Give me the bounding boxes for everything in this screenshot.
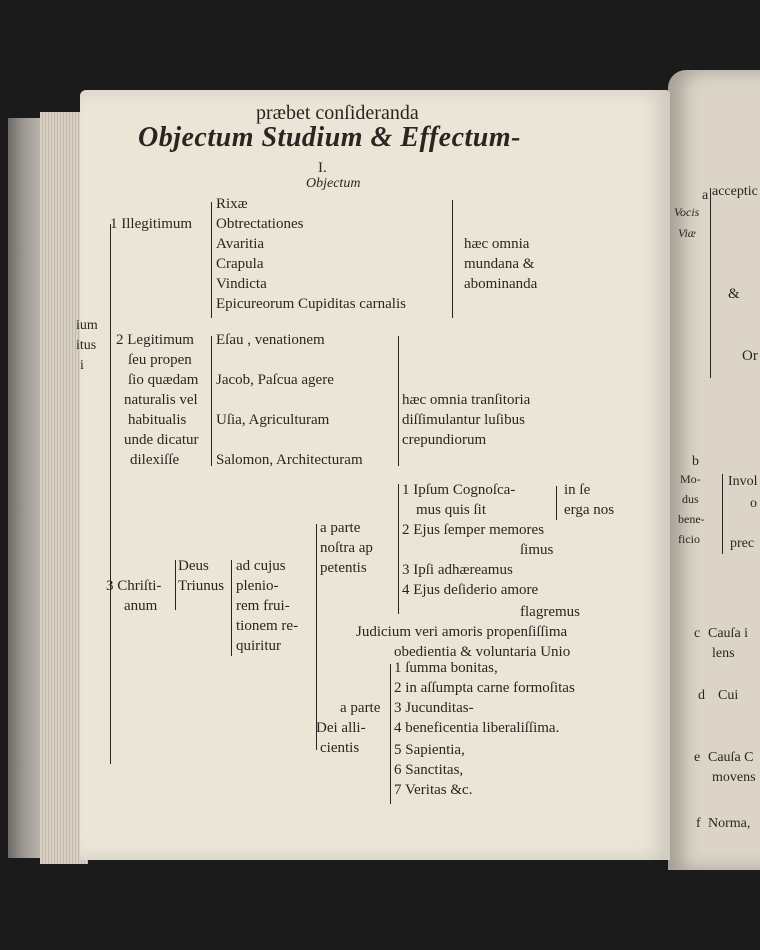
purpose-line: tionem re- bbox=[236, 618, 299, 634]
margin-fragment: ium bbox=[76, 318, 98, 333]
header-line: præbet conſideranda bbox=[256, 102, 419, 124]
block1-label: 1 Illegitimum bbox=[110, 216, 193, 232]
right-page-line: dus bbox=[682, 492, 699, 506]
purpose-line: quiritur bbox=[236, 638, 281, 654]
block2-item: Eſau , venationem bbox=[216, 332, 325, 348]
right-page-line: movens bbox=[712, 770, 756, 785]
block3-item: 4 Ejus deſiderio amore bbox=[402, 582, 539, 598]
right-page-line: Norma, bbox=[708, 816, 751, 831]
right-page-line: Cauſa C bbox=[708, 750, 754, 765]
right-page-line: e bbox=[694, 750, 701, 765]
right-page-line: d bbox=[698, 688, 705, 703]
block3-attr: 2 in aſſumpta carne formoſitas bbox=[394, 680, 575, 696]
block3-attr: 3 Jucunditas- bbox=[394, 700, 474, 716]
block1-note: abominanda bbox=[464, 276, 538, 292]
a-parte-dei: cientis bbox=[320, 740, 360, 756]
right-page-line: Viæ bbox=[678, 226, 696, 240]
block3-item: ſimus bbox=[520, 542, 554, 558]
judicium-line: obedientia & voluntaria Unio bbox=[394, 644, 571, 660]
block2-note: crepundiorum bbox=[402, 432, 487, 448]
block3-label: anum bbox=[124, 598, 158, 614]
block2-label: 2 Legitimum bbox=[116, 332, 194, 348]
block2-label: dilexiſſe bbox=[130, 452, 180, 468]
right-page-line: lens bbox=[712, 646, 735, 661]
block1-note: hæc omnia bbox=[464, 236, 530, 252]
a-parte-nostra: petentis bbox=[320, 560, 367, 576]
margin-fragment: itus bbox=[76, 338, 97, 353]
purpose-line: ad cujus bbox=[236, 558, 286, 574]
right-page-line: Invol bbox=[728, 474, 758, 489]
right-page-line: Cui bbox=[718, 688, 739, 703]
block3-item: 2 Ejus ſemper memores bbox=[402, 522, 545, 538]
right-page-line: c bbox=[694, 626, 701, 641]
block3-attr: 7 Veritas &c. bbox=[394, 782, 473, 798]
a-parte-nostra: noſtra ap bbox=[320, 540, 373, 556]
block3-attr: 6 Sanctitas, bbox=[394, 762, 464, 778]
block1-item: Crapula bbox=[216, 256, 264, 272]
right-page-line: o bbox=[750, 496, 757, 511]
right-page-line: a bbox=[702, 188, 709, 203]
block3-item: 1 Ipſum Cognoſca- bbox=[402, 482, 516, 498]
right-page-line: bene- bbox=[678, 512, 705, 526]
purpose-line: plenio- bbox=[236, 578, 279, 594]
block2-item: Salomon, Architecturam bbox=[216, 452, 363, 468]
block1-item: Epicureorum Cupiditas carnalis bbox=[216, 296, 406, 312]
right-page bbox=[668, 70, 760, 870]
block1-item: Rixæ bbox=[216, 196, 248, 212]
block1-item: Vindicta bbox=[216, 276, 267, 292]
block3-item: flagremus bbox=[520, 604, 580, 620]
right-page-line: Vocis bbox=[674, 205, 700, 219]
right-page-line: Or bbox=[742, 348, 758, 364]
a-parte-dei: a parte bbox=[340, 700, 381, 716]
judicium-line: Judicium veri amoris propenſiſſima bbox=[356, 624, 568, 640]
block2-item: Uſia, Agriculturam bbox=[216, 412, 330, 428]
block1-item: Avaritia bbox=[216, 236, 265, 252]
a-parte-dei: Dei alli- bbox=[316, 720, 366, 736]
block3-attr: 5 Sapientia, bbox=[394, 742, 465, 758]
block2-note: hæc omnia tranſitoria bbox=[402, 392, 531, 408]
block1-note: mundana & bbox=[464, 256, 535, 272]
deus-label: Deus bbox=[178, 558, 209, 574]
block2-label: unde dicatur bbox=[124, 432, 199, 448]
block2-label: habitualis bbox=[128, 412, 187, 428]
in-se-label: erga nos bbox=[564, 502, 615, 518]
section-subtitle: Objectum bbox=[306, 176, 361, 191]
page-title: Objectum Studium & Effectum- bbox=[138, 122, 521, 153]
deus-label: Triunus bbox=[178, 578, 225, 594]
right-page-line: & bbox=[728, 286, 740, 302]
block3-item: 3 Ipſi adhæreamus bbox=[402, 562, 513, 578]
right-page-line: acceptic bbox=[712, 184, 758, 199]
block2-label: ſio quædam bbox=[128, 372, 199, 388]
right-page-line: Cauſa i bbox=[708, 626, 749, 641]
left-page bbox=[76, 90, 670, 860]
block3-label: 3 Chriſti- bbox=[106, 578, 162, 594]
section-number: I. bbox=[318, 160, 327, 176]
block2-label: naturalis vel bbox=[124, 392, 198, 408]
block3-item: mus quis ſit bbox=[416, 502, 487, 518]
margin-fragment: i bbox=[80, 358, 84, 373]
right-page-line: ficio bbox=[678, 532, 700, 546]
block3-attr: 4 beneficentia liberaliſſima. bbox=[394, 720, 560, 736]
block2-note: diſſimulantur luſibus bbox=[402, 412, 525, 428]
right-page-line: prec bbox=[730, 536, 755, 551]
purpose-line: rem frui- bbox=[236, 598, 290, 614]
block2-item: Jacob, Paſcua agere bbox=[216, 372, 334, 388]
block1-item: Obtrectationes bbox=[216, 216, 304, 232]
right-page-line: Mo- bbox=[680, 472, 701, 486]
a-parte-nostra: a parte bbox=[320, 520, 361, 536]
right-page-line: b bbox=[692, 454, 699, 469]
in-se-label: in ſe bbox=[564, 482, 591, 498]
right-page-line: f bbox=[696, 816, 701, 831]
block3-attr: 1 ſumma bonitas, bbox=[394, 660, 498, 676]
block2-label: ſeu propen bbox=[128, 352, 192, 368]
